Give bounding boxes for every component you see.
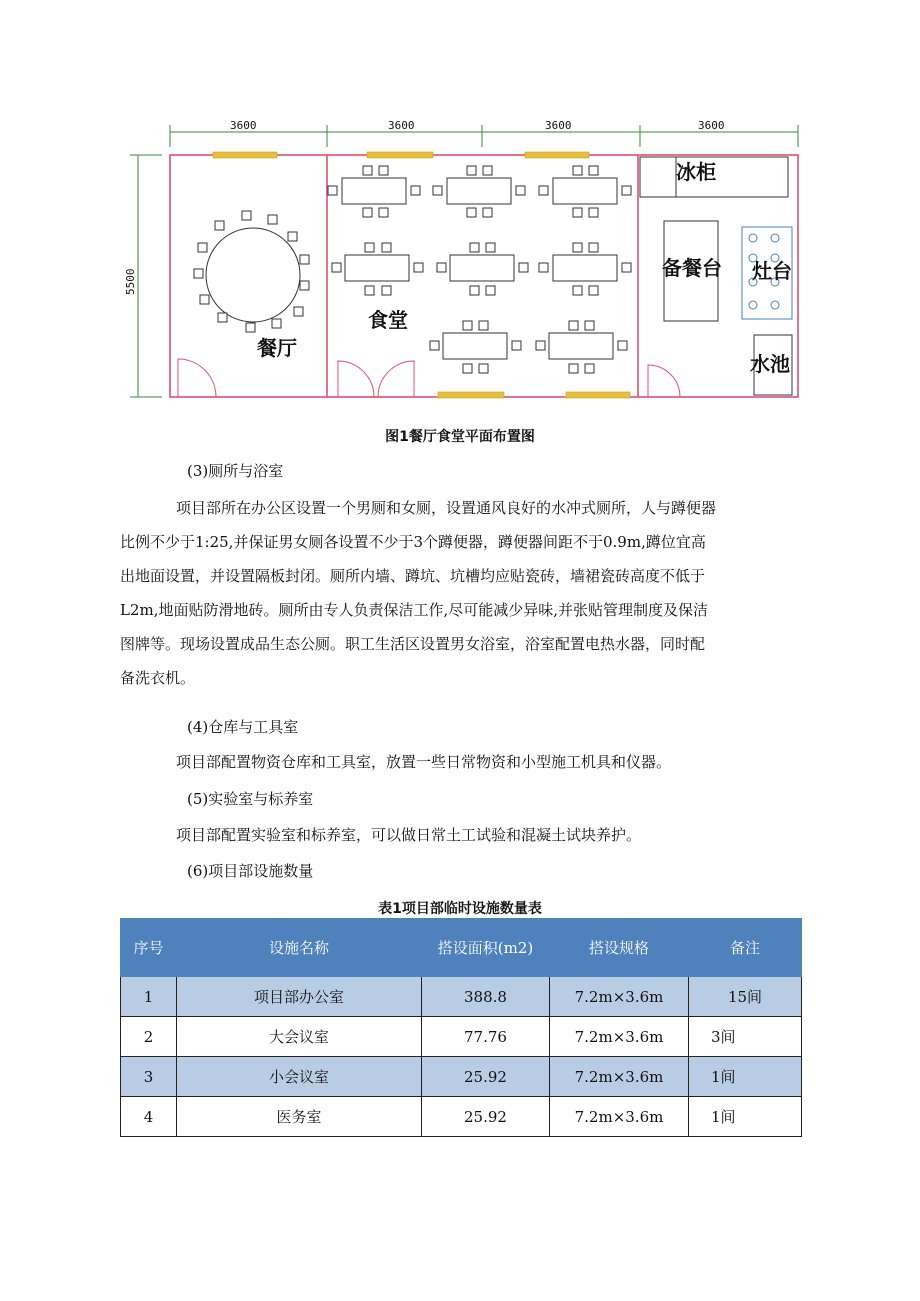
cell-spec: 7.2m×3.6m [550,1017,689,1057]
cell-area: 25.92 [422,1057,550,1097]
cell-note: 15间 [689,977,802,1017]
cell-note: 3间 [689,1017,802,1057]
cell-note: 1间 [689,1057,802,1097]
paragraph-line: 项目部配置实验室和标养室，可以做日常土工试验和混凝土试块养护。 [176,826,642,844]
paragraph-line: 备洗衣机。 [120,669,196,687]
section-body-toilet [120,491,800,695]
table-header-row [121,919,802,977]
canteen-floor-plan [120,115,810,415]
cell-area: 25.92 [422,1097,550,1137]
room-label-canteen: 食堂 [368,308,408,332]
cell-name: 小会议室 [177,1057,422,1097]
paragraph-line: 比例不少于1:25,并保证男女厕各设置不少于3个蹲便器，蹲便器间距不于0.9m,蹲位宜高 [120,533,706,551]
paragraph-line: 项目部配置物资仓库和工具室，放置一些日常物资和小型施工机具和仪器。 [176,753,672,771]
dim-label-3: 3600 [545,119,572,132]
cell-area: 388.8 [422,977,550,1017]
cell-spec: 7.2m×3.6m [550,1097,689,1137]
table-row [121,977,802,1017]
section-body-lab [120,818,800,852]
dim-label-1: 3600 [230,119,257,132]
room-label-freezer: 冰柜 [676,160,716,184]
room-label-stove: 灶台 [752,259,792,283]
table-caption: 表1项目部临时设施数量表 [378,901,542,917]
dim-label-height: 5500 [124,268,137,295]
doors [178,359,680,397]
cell-index: 3 [121,1057,177,1097]
dim-label-4: 3600 [698,119,725,132]
table-row [121,1057,802,1097]
cell-area: 77.76 [422,1017,550,1057]
cell-spec: 7.2m×3.6m [550,1057,689,1097]
paragraph-line: 项目部所在办公区设置一个男厕和女厕，设置通风良好的水冲式厕所，人与蹲便器 [176,499,717,517]
cell-name: 项目部办公室 [177,977,422,1017]
room-label-serving-counter: 备餐台 [662,256,722,280]
section-body-warehouse [120,745,800,779]
table-row [121,1017,802,1057]
paragraph-line: L2m,地面贴防滑地砖。厕所由专人负责保洁工作,尽可能减少异味,并张贴管理制度及保洁 [120,601,709,619]
room-label-dining: 餐厅 [257,336,297,360]
round-table [194,211,309,332]
cell-spec: 7.2m×3.6m [550,977,689,1017]
section-heading-lab: (5)实验室与标养室 [187,790,314,808]
header-area: 搭设面积(m2) [422,919,550,977]
table-row [121,1097,802,1137]
figure-caption: 图1餐厅食堂平面布置图 [385,429,535,445]
cell-index: 1 [121,977,177,1017]
paragraph-line: 出地面设置，并设置隔板封闭。厕所内墙、蹲坑、坑槽均应贴瓷砖，墙裙瓷砖高度不低于 [120,567,706,585]
cell-name: 大会议室 [177,1017,422,1057]
facility-table [120,918,802,1137]
section-heading-facilities: (6)项目部设施数量 [187,862,314,880]
section-heading-warehouse: (4)仓库与工具室 [187,718,299,736]
dim-label-2: 3600 [388,119,415,132]
paragraph-line: 图牌等。现场设置成品生态公厕。职工生活区设置男女浴室，浴室配置电热水器，同时配 [120,635,706,653]
cell-name: 医务室 [177,1097,422,1137]
header-spec: 搭设规格 [550,919,689,977]
cell-index: 2 [121,1017,177,1057]
header-note: 备注 [689,919,802,977]
header-name: 设施名称 [177,919,422,977]
cell-index: 4 [121,1097,177,1137]
cell-note: 1间 [689,1097,802,1137]
header-index: 序号 [121,919,177,977]
room-label-sink: 水池 [750,352,790,376]
section-heading-toilet: (3)厕所与浴室 [187,462,284,480]
